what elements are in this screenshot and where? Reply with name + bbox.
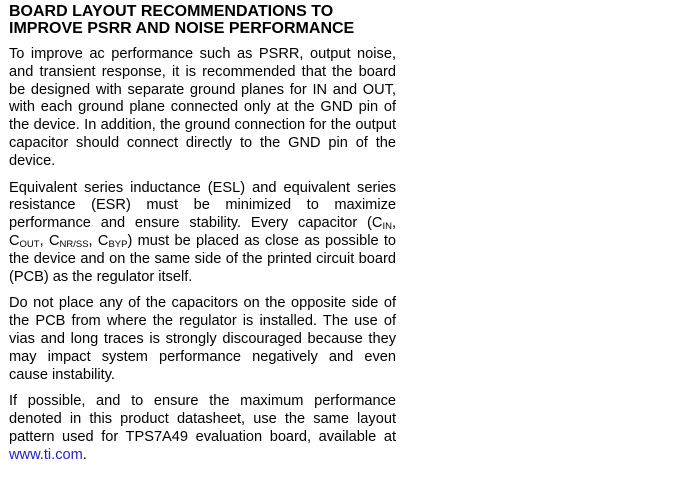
cap-separator-1: , <box>391 215 396 232</box>
document-column <box>9 3 396 474</box>
p2-intro-text: Equivalent series inductance (ESL) and equivalent series resistance (ESR) must be minimized to maximize performance and ensure stability. Every capacitor ( <box>9 179 396 232</box>
p4-text: If possible, and to ensure the maximum performance denoted in this product datasheet, use the same layout pattern used for TPS7A49 evaluation board, available at <box>9 393 396 445</box>
cap-cin-subscript: IN <box>382 221 392 233</box>
cap-separator-2: , <box>39 232 49 249</box>
paragraph-layout-pattern <box>9 393 396 464</box>
section-heading <box>9 3 396 37</box>
cap-cin-base: C <box>371 215 383 232</box>
cap-cnrss-subscript: NR/SS <box>59 238 89 250</box>
cap-cbyp-subscript: BYP <box>108 238 128 250</box>
paragraph-ground-planes: To improve ac performance such as PSRR, output noise, and transient response, it is recommended that the board be designed with separate ground planes for IN and OUT, with each ground plane connected only at the GND pin of the device. In addition, the ground connection for the output capacitor should connect directly to the GND pin of the device. <box>9 46 396 169</box>
section-heading-line-1: BOARD LAYOUT RECOMMENDATIONS TO <box>9 3 334 20</box>
paragraph-esl-esr <box>9 180 396 287</box>
cap-separator-3: , <box>88 232 98 249</box>
cap-cout-subscript: OUT <box>19 238 40 250</box>
p2-rest-text: ) must be placed as close as possible to the device and on the same side of the printed circuit board (PCB) as the regulator itself. <box>9 232 397 285</box>
cap-cnrss-base: C <box>48 232 60 249</box>
cap-cbyp-base: C <box>97 232 109 249</box>
paragraph-capacitor-placement: Do not place any of the capacitors on the opposite side of the PCB from where the regulator is installed. The use of vias and long traces is strongly discouraged because they may impact system performance negatively and even cause instability. <box>9 295 396 383</box>
cap-cout-base: C <box>9 232 20 249</box>
p4-period: . <box>82 446 87 463</box>
ti-website-link[interactable]: www.ti.com <box>9 446 83 463</box>
section-heading-line-2: IMPROVE PSRR AND NOISE PERFORMANCE <box>9 20 355 37</box>
